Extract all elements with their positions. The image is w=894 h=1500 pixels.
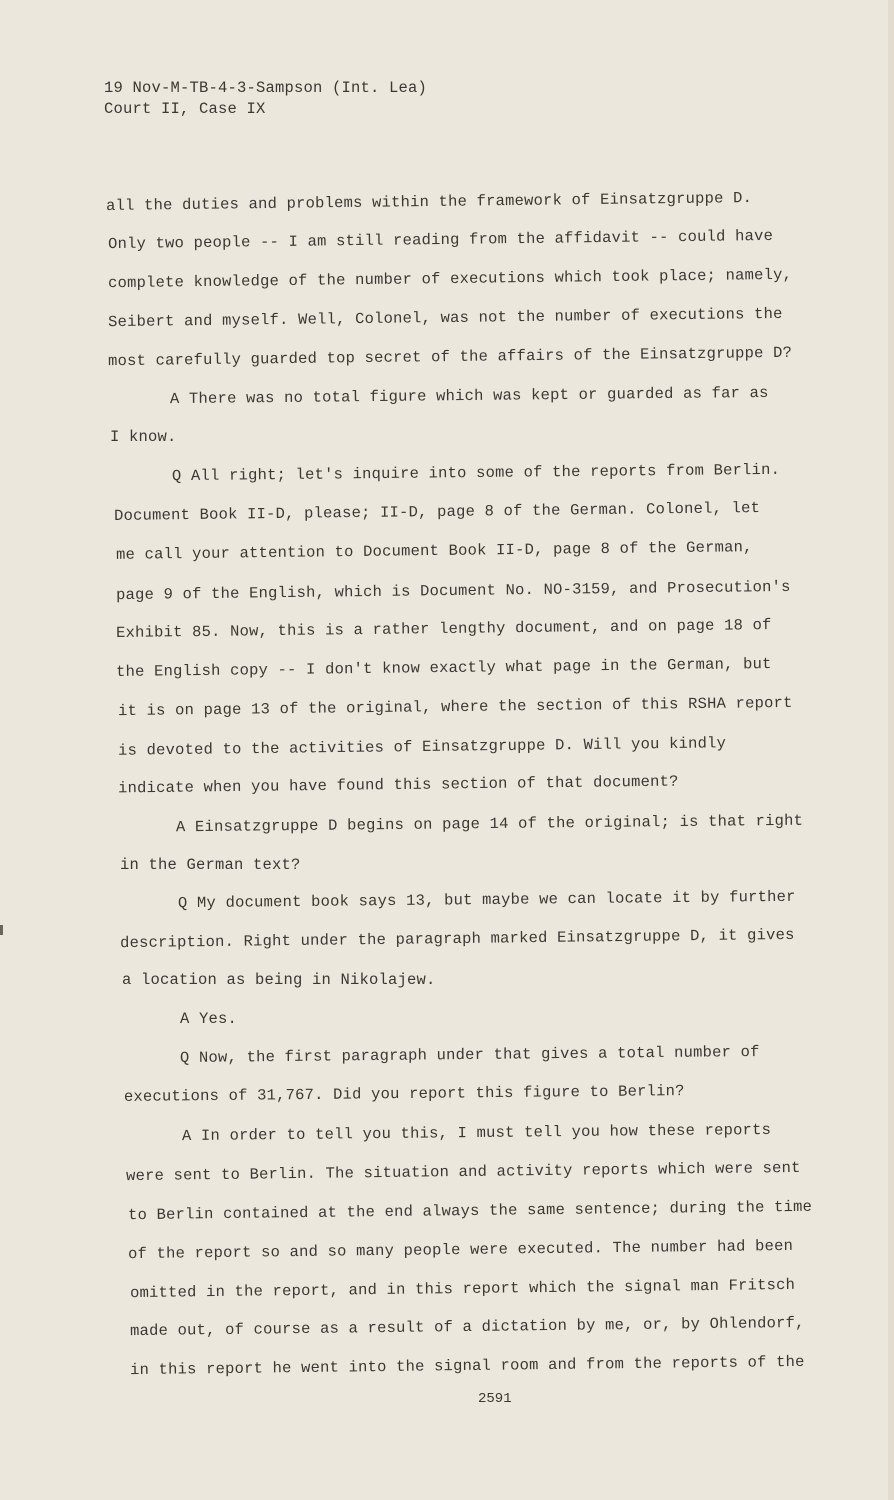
body-line: me call your attention to Document Book II-D, page 8 of the German, <box>115 538 753 564</box>
body-line: of the report so and so many people were executed. The number had been <box>127 1236 794 1264</box>
body-line: description. Right under the paragraph marked Einsatzgruppe D, it gives <box>119 925 795 953</box>
header-docket-line: 19 Nov-M-TB-4-3-Sampson (Int. Lea) <box>104 79 428 97</box>
body-line: omitted in the report, and in this report which the signal man Fritsch <box>129 1275 796 1303</box>
body-line: Q All right; let's inquire into some of the reports from Berlin. <box>171 460 781 486</box>
body-line: Q Now, the first paragraph under that gives a total number of <box>179 1042 760 1068</box>
body-line: made out, of course as a result of a dictation by me, or, by Ohlendorf, <box>129 1313 805 1341</box>
body-line: were sent to Berlin. The situation and activity reports which were sent <box>125 1158 801 1186</box>
document-header <box>104 78 427 120</box>
margin-mark <box>0 925 3 935</box>
body-line: the English copy -- I don't know exactly what page in the German, but <box>115 654 772 682</box>
body-line: to Berlin contained at the end always the same sentence; during the time <box>127 1197 813 1225</box>
body-line: Q My document book says 13, but maybe we can locate it by further <box>177 887 796 913</box>
header-court-line: Court II, Case IX <box>104 100 266 118</box>
body-line: it is on page 13 of the original, where the section of this RSHA report <box>117 693 793 721</box>
body-line: all the duties and problems within the framework of Einsatzgruppe D. <box>105 189 753 215</box>
body-line: A In order to tell you this, I must tell you how these reports <box>181 1120 772 1146</box>
body-line: Only two people -- I am still reading from the affidavit -- could have <box>107 226 774 254</box>
page-number: 2591 <box>478 1391 512 1407</box>
body-line: Document Book II-D, please; II-D, page 8 of the German. Colonel, let <box>113 499 761 525</box>
body-line: A Yes. <box>180 1010 238 1028</box>
body-line: in this report he went into the signal room and from the reports of the <box>129 1352 805 1380</box>
body-line: most carefully guarded top secret of the affairs of the Einsatzgruppe D? <box>107 343 793 371</box>
body-line: I know. <box>110 428 177 446</box>
body-line: Exhibit 85. Now, this is a rather lengthy document, and on page 18 of <box>115 615 772 643</box>
body-line: Seibert and myself. Well, Colonel, was not the number of executions the <box>107 304 783 332</box>
body-line: a location as being in Nikolajew. <box>122 971 436 989</box>
body-line: A Einsatzgruppe D begins on page 14 of the original; is that right <box>175 811 804 837</box>
body-line: complete knowledge of the number of executions which took place; namely, <box>107 265 793 293</box>
body-line: executions of 31,767. Did you report this figure to Berlin? <box>123 1082 685 1106</box>
body-line: is devoted to the activities of Einsatzgruppe D. Will you kindly <box>117 734 727 760</box>
body-line: page 9 of the English, which is Document No. NO-3159, and Prosecution's <box>115 577 791 605</box>
body-line: A There was no total figure which was kept or guarded as far as <box>169 383 769 409</box>
body-line: indicate when you have found this section of that document? <box>117 772 679 798</box>
body-line: in the German text? <box>120 856 301 874</box>
